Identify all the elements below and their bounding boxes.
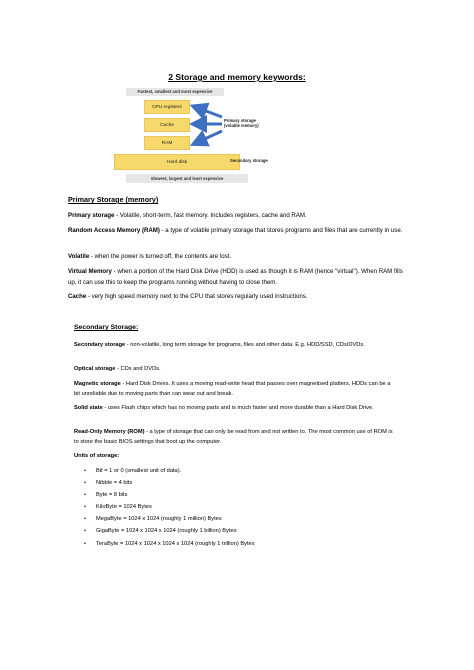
- definition-optical-storage: [74, 364, 394, 374]
- list-item: [84, 489, 255, 501]
- bullet-icon: •: [84, 540, 86, 547]
- definition-solid-state: [74, 403, 394, 413]
- definition-ram: [68, 226, 408, 237]
- term: Secondary storage: [74, 342, 126, 348]
- bullet-icon: •: [84, 528, 86, 535]
- definition-primary-storage: [68, 211, 408, 222]
- arrows-graphic: [112, 86, 292, 190]
- bullet-icon: •: [84, 468, 86, 474]
- bullet-icon: •: [84, 492, 86, 499]
- page-title: 2 Storage and memory keywords:: [168, 72, 306, 82]
- layer-cpu-registers: CPU registers: [144, 100, 190, 114]
- definition-cache: [68, 292, 408, 303]
- list-item: [84, 465, 255, 477]
- desc: - non-volatile, long term storage for programs, files and other data. E.g. HDD/SSD, CDs/DVDs.: [125, 342, 365, 348]
- layer-hard-disk: Hard disk: [114, 154, 240, 170]
- desc: - Volatile, short-term, fast memory. Includes registers, cache and RAM.: [114, 212, 307, 219]
- desc: - very high speed memory next to the CPU that stores regularly used instructions.: [86, 293, 308, 300]
- bullet-icon: •: [84, 516, 86, 523]
- definition-magnetic-storage: [74, 379, 394, 399]
- list-item: [84, 501, 255, 513]
- units-list: [84, 465, 255, 550]
- unit-text: TeraByte = 1024 x 1024 x 1024 x 1024 (roughly 1 trillion) Bytes: [96, 540, 255, 547]
- unit-text: MegaByte = 1024 x 1024 (roughly 1 million) Bytes: [96, 516, 222, 523]
- layer-ram: RAM: [144, 136, 190, 150]
- term: Cache: [68, 293, 87, 300]
- primary-heading: Primary Storage (memory): [68, 195, 159, 204]
- term: Magnetic storage: [74, 381, 121, 387]
- definition-rom: [74, 427, 394, 447]
- list-item: [84, 477, 255, 489]
- secondary-heading: Secondary Storage:: [74, 324, 139, 331]
- bullet-icon: •: [84, 504, 86, 511]
- term: Solid state: [74, 405, 103, 411]
- desc: - when a portion of the Hard Disk Drive (HDD) is used as though it is RAM (hence "virtual"). When RAM fills up, it can use this to keep the programs running without having to close them.: [68, 268, 403, 286]
- definition-secondary-storage: [74, 340, 394, 350]
- bullet-icon: •: [84, 480, 86, 487]
- secondary-storage-label: Secondary storage: [230, 158, 268, 163]
- fastest-band: Fastest, smallest and most expensive: [126, 88, 224, 96]
- list-item: [84, 513, 255, 525]
- term: Read-Only Memory (ROM): [74, 429, 145, 435]
- term: Volatile: [68, 253, 90, 260]
- unit-text: Nibble = 4 bits: [96, 480, 133, 487]
- arrow-to-ram: [198, 131, 222, 142]
- desc: - a type of storage that can only be read from and not written to. The most common use of ROM is to store the basic BIOS settings that boot up the computer.: [74, 429, 393, 445]
- desc: - CDs and DVDs.: [115, 366, 161, 372]
- unit-text: KiloByte = 1024 Bytes: [96, 504, 152, 511]
- definition-volatile: [68, 252, 408, 263]
- primary-storage-label-line2: (volatile memory): [224, 123, 259, 129]
- definition-virtual-memory: [68, 267, 408, 288]
- unit-text: GigaByte = 1024 x 1024 x 1024 (roughly 1 billion) Bytes: [96, 528, 237, 535]
- term: Primary storage: [68, 212, 115, 219]
- term: Virtual Memory: [68, 268, 112, 275]
- layer-cache: Cache: [144, 118, 190, 132]
- term: Random Access Memory (RAM): [68, 227, 160, 234]
- list-item: [84, 538, 255, 550]
- unit-text: Bit = 1 or 0 (smallest unit of data).: [96, 468, 182, 474]
- storage-pyramid-diagram: [112, 86, 292, 190]
- arrow-to-cpu-registers: [198, 108, 222, 117]
- desc: - a type of volatile primary storage that stores programs and files that are currently in use.: [159, 227, 403, 234]
- primary-storage-label-line1: Primary storage: [224, 118, 256, 123]
- primary-storage-label: [224, 118, 284, 129]
- desc: - uses Flash chips which has no moving parts and is much faster and more durable than a Hard Disk Drive.: [102, 405, 374, 411]
- units-heading: Units of storage:: [74, 453, 120, 459]
- desc: - when the power is turned off, the contents are lost.: [89, 253, 232, 260]
- unit-text: Byte = 8 bits: [96, 492, 128, 499]
- desc: - Hard Disk Drives. It uses a moving read-write head that passes over magnetised platters. HDDs can be a bit unreliable due to moving parts than can wear out and break.: [74, 381, 391, 397]
- list-item: [84, 525, 255, 537]
- slowest-band: Slowest, largest and least expensive: [126, 174, 248, 183]
- term: Optical storage: [74, 366, 116, 372]
